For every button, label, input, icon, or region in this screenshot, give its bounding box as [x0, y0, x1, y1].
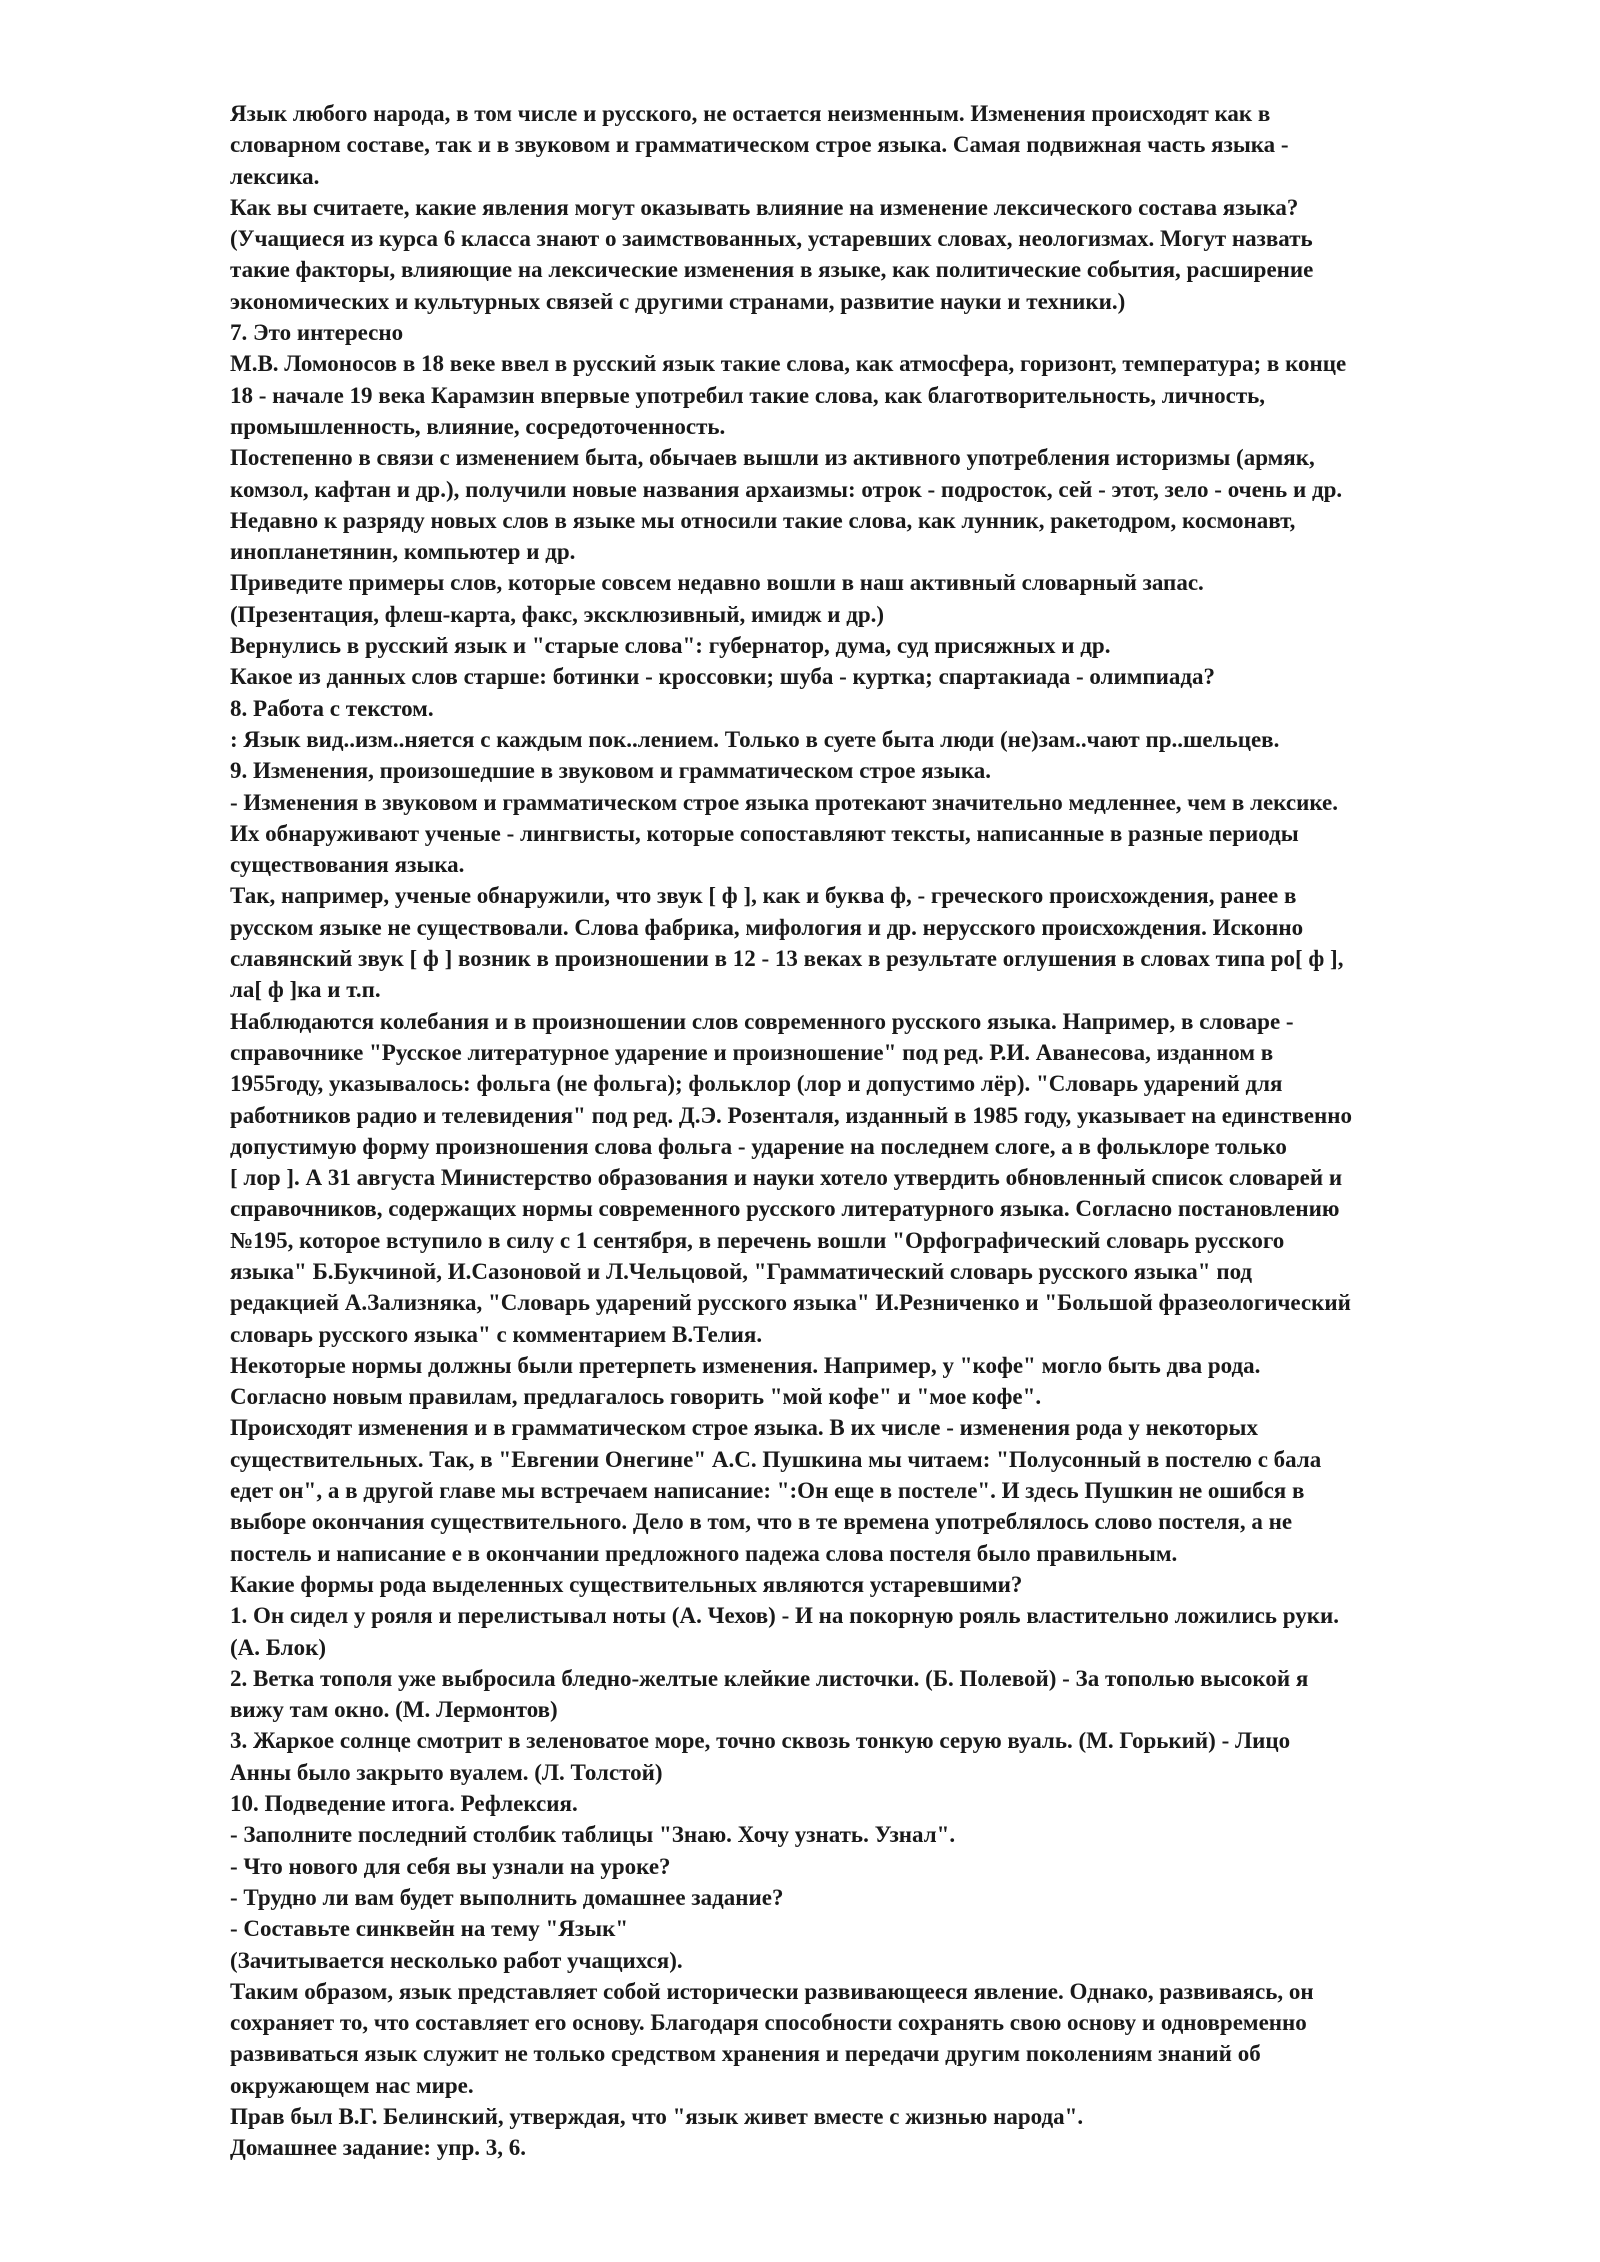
text-line: 1. Он сидел у рояля и перелистывал ноты (А. Чехов) - И на покорную рояль властительно ложились руки.	[230, 1603, 1339, 1629]
text-line: - Что нового для себя вы узнали на уроке?	[230, 1853, 671, 1879]
text-line: (Учащиеся из курса 6 класса знают о заимствованных, устаревших словах, неологизмах. Могут назвать	[230, 226, 1313, 252]
text-line: промышленность, влияние, сосредоточенность.	[230, 413, 726, 439]
text-line: Домашнее задание: упр. 3, 6.	[230, 2135, 527, 2161]
text-line: Какое из данных слов старше: ботинки - кроссовки; шуба - куртка; спартакиада - олимпиада?	[230, 664, 1216, 690]
text-line: языка" Б.Букчиной, И.Сазоновой и Л.Чельцовой, "Грамматический словарь русского языка" под	[230, 1258, 1253, 1284]
text-line: существования языка.	[230, 852, 465, 878]
text-line: 1955году, указывалось: фольга (не фольга); фольклор (лор и допустимо лёр). "Словарь ударений для	[230, 1071, 1283, 1097]
text-line: 18 - начале 19 века Карамзин впервые употребил такие слова, как благотворительность, личность,	[230, 382, 1266, 408]
text-line: - Изменения в звуковом и грамматическом строе языка протекают значительно медленнее, чем в лексике.	[230, 789, 1338, 815]
text-line: словарь русского языка" с комментарием В.Телия.	[230, 1321, 763, 1347]
document-body	[230, 98, 1570, 2164]
text-line: Их обнаруживают ученые - лингвисты, которые сопоставляют тексты, написанные в разные периоды	[230, 820, 1299, 846]
text-line: славянский звук [ ф ] возник в произношении в 12 - 13 веках в результате оглушения в словах типа ро[ ф ],	[230, 946, 1344, 972]
text-line: инопланетянин, компьютер и др.	[230, 539, 576, 565]
text-line: развиваться язык служит не только средством хранения и передачи другим поколениям знаний об	[230, 2041, 1261, 2067]
text-line: окружающем нас мире.	[230, 2072, 474, 2098]
text-line: словарном составе, так и в звуковом и грамматическом строе языка. Самая подвижная часть языка -	[230, 132, 1289, 158]
text-line: - Трудно ли вам будет выполнить домашнее задание?	[230, 1884, 784, 1910]
text-line: работников радио и телевидения" под ред. Д.Э. Розенталя, изданный в 1985 году, указывает на единственно	[230, 1102, 1352, 1128]
text-line: постель и написание е в окончании предложного падежа слова постеля было правильным.	[230, 1540, 1178, 1566]
text-line: М.В. Ломоносов в 18 веке ввел в русский язык такие слова, как атмосфера, горизонт, температура; в конце	[230, 351, 1347, 377]
text-line: - Заполните последний столбик таблицы "Знаю. Хочу узнать. Узнал".	[230, 1822, 956, 1848]
text-line: Анны было закрыто вуалем. (Л. Толстой)	[230, 1759, 663, 1785]
text-line: Недавно к разряду новых слов в языке мы относили такие слова, как лунник, ракетодром, космонавт,	[230, 507, 1296, 533]
text-line: Как вы считаете, какие явления могут оказывать влияние на изменение лексического состава языка?	[230, 194, 1299, 220]
text-line: 2. Ветка тополя уже выбросила бледно-желтые клейкие листочки. (Б. Полевой) - За тополью высокой я	[230, 1665, 1309, 1691]
text-line: Таким образом, язык представляет собой исторически развивающееся явление. Однако, развиваясь, он	[230, 1978, 1314, 2004]
text-line: существительных. Так, в "Евгении Онегине" А.С. Пушкина мы читаем: "Полусонный в постелю с бала	[230, 1446, 1322, 1472]
text-line: лексика.	[230, 163, 320, 189]
text-line: 7. Это интересно	[230, 320, 404, 346]
text-line: вижу там окно. (М. Лермонтов)	[230, 1697, 558, 1723]
text-line: Прав был В.Г. Белинский, утверждая, что "язык живет вместе с жизнью народа".	[230, 2104, 1084, 2129]
text-line: : Язык вид..изм..няется с каждым пок..лением. Только в суете быта люди (не)зам..чают пр..шельцев.	[230, 726, 1280, 752]
text-line: 8. Работа с текстом.	[230, 695, 434, 721]
text-line: Постепенно в связи с изменением быта, обычаев вышли из активного употребления историзмы (армяк,	[230, 445, 1315, 471]
text-line: сохраняет то, что составляет его основу. Благодаря способности сохранять свою основу и одновременно	[230, 2010, 1307, 2036]
text-line: №195, которое вступило в силу с 1 сентября, в перечень вошли "Орфографический словарь русского	[230, 1227, 1285, 1253]
text-line: Согласно новым правилам, предлагалось говорить "мой кофе" и "мое кофе".	[230, 1384, 1042, 1410]
text-line: 9. Изменения, произошедшие в звуковом и грамматическом строе языка.	[230, 758, 992, 784]
text-line: - Составьте синквейн на тему "Язык"	[230, 1916, 629, 1942]
text-line: ла[ ф ]ка и т.п.	[230, 977, 381, 1003]
text-line: Язык любого народа, в том числе и русского, не остается неизменным. Изменения происходят как в	[230, 101, 1271, 126]
text-line: Наблюдаются колебания и в произношении слов современного русского языка. Например, в словаре -	[230, 1008, 1294, 1034]
text-line: 10. Подведение итога. Рефлексия.	[230, 1791, 578, 1817]
text-line: Вернулись в русский язык и "старые слова": губернатор, дума, суд присяжных и др.	[230, 633, 1111, 659]
text-line: выборе окончания существительного. Дело в том, что в те времена употреблялось слово постеля, а не	[230, 1509, 1293, 1535]
text-line: справочнике "Русское литературное ударение и произношение" под ред. Р.И. Аванесова, изданном в	[230, 1039, 1274, 1065]
text-line: Так, например, ученые обнаружили, что звук [ ф ], как и буква ф, - греческого происхождения, ранее в	[230, 883, 1297, 909]
text-line: справочников, содержащих нормы современного русского литературного языка. Согласно постановлению	[230, 1196, 1340, 1222]
text-line: 3. Жаркое солнце смотрит в зеленоватое море, точно сквозь тонкую серую вуаль. (М. Горький) - Лицо	[230, 1728, 1291, 1754]
text-line: [ лор ]. А 31 августа Министерство образования и науки хотело утвердить обновленный список словарей и	[230, 1165, 1343, 1191]
text-line: Приведите примеры слов, которые совсем недавно вошли в наш активный словарный запас.	[230, 570, 1204, 596]
text-line: (Зачитывается несколько работ учащихся).	[230, 1947, 683, 1973]
text-line: комзол, кафтан и др.), получили новые названия архаизмы: отрок - подросток, сей - этот, зело - очень и др.	[230, 476, 1343, 502]
text-line: редакцией А.Зализняка, "Словарь ударений русского языка" И.Резниченко и "Большой фразеологический	[230, 1290, 1351, 1316]
text-line: Какие формы рода выделенных существительных являются устаревшими?	[230, 1571, 1023, 1597]
text-line: русском языке не существовали. Слова фабрика, мифология и др. нерусского происхождения. Исконно	[230, 914, 1304, 940]
text-line: экономических и культурных связей с другими странами, развитие науки и техники.)	[230, 288, 1126, 314]
text-line: допустимую форму произношения слова фольга - ударение на последнем слоге, а в фольклоре только	[230, 1133, 1287, 1159]
text-line: (А. Блок)	[230, 1634, 326, 1660]
text-line: едет он", а в другой главе мы встречаем написание: ":Он еще в постеле". И здесь Пушкин не ошибся в	[230, 1478, 1305, 1504]
text-line: такие факторы, влияющие на лексические изменения в языке, как политические события, расширение	[230, 257, 1314, 283]
text-line: Некоторые нормы должны были претерпеть изменения. Например, у "кофе" могло быть два рода.	[230, 1352, 1261, 1378]
text-line: Происходят изменения и в грамматическом строе языка. В их числе - изменения рода у некоторых	[230, 1415, 1258, 1441]
text-line: (Презентация, флеш-карта, факс, эксклюзивный, имидж и др.)	[230, 601, 885, 627]
